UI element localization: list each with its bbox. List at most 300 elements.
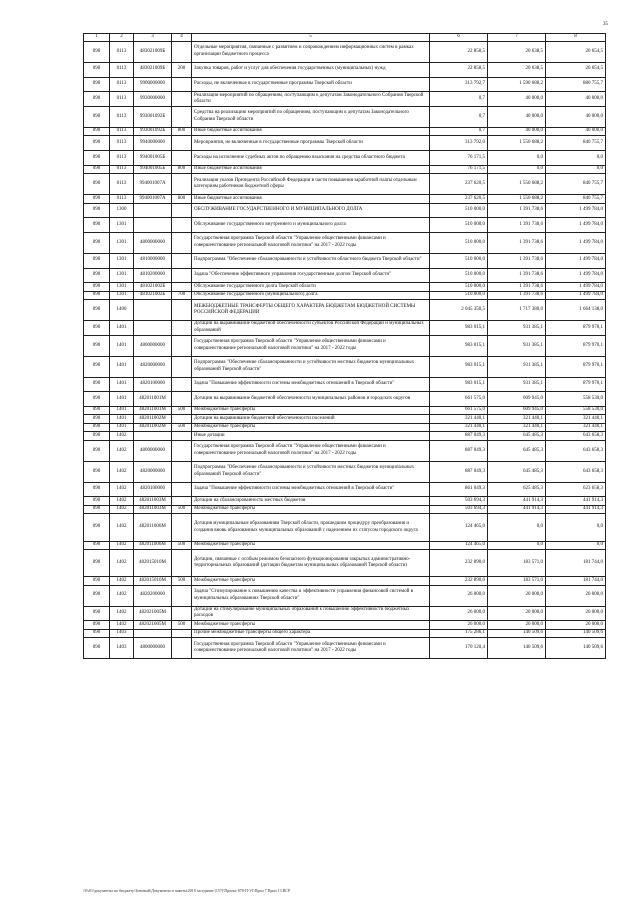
ved-code-cell: 090 bbox=[84, 440, 110, 461]
page-number: 35 bbox=[603, 22, 608, 27]
amount-year1-cell: 170 120,4 bbox=[430, 638, 488, 659]
amount-year3-cell: 879 970,1 bbox=[546, 335, 606, 356]
table-row bbox=[84, 92, 606, 107]
amount-year3-cell: 880 755,7 bbox=[546, 77, 606, 92]
amount-year2-cell: 40 000,0 bbox=[488, 92, 546, 107]
amount-year3-cell: 441 914,3 bbox=[546, 505, 606, 514]
expense-type-cell bbox=[172, 151, 192, 166]
amount-year2-cell: 1 391 738,6 bbox=[488, 218, 546, 233]
amount-year3-cell: 20 000,0 bbox=[546, 606, 606, 621]
amount-year3-cell: 643 658,3 bbox=[546, 432, 606, 441]
expense-type-cell bbox=[172, 377, 192, 392]
amount-year1-cell: 124 465,0 bbox=[430, 514, 488, 541]
target-article-cell bbox=[134, 300, 172, 321]
expense-type-cell bbox=[172, 606, 192, 621]
expense-type-cell bbox=[172, 203, 192, 218]
amount-year2-cell: 140 509,6 bbox=[488, 629, 546, 638]
item-name-cell: Подпрограмма "Обеспечение сбалансированности и устойчивости областного бюджета Тверской области" bbox=[192, 253, 430, 268]
amount-year2-cell: 1 717 380,0 bbox=[488, 300, 546, 321]
amount-year3-cell: 879 970,1 bbox=[546, 377, 606, 392]
amount-year3-cell: 558 530,0 bbox=[546, 392, 606, 407]
ved-code-cell: 090 bbox=[84, 151, 110, 166]
table-row bbox=[84, 127, 606, 136]
ved-code-cell: 090 bbox=[84, 218, 110, 233]
section-code-cell: 0113 bbox=[110, 42, 134, 63]
amount-year3-cell: 140 509,6 bbox=[546, 638, 606, 659]
target-article-cell: 994001007А bbox=[134, 195, 172, 204]
target-article-cell: 483021009Б bbox=[134, 42, 172, 63]
amount-year1-cell: 22 858,5 bbox=[430, 62, 488, 77]
item-name-cell: Прочие межбюджетные трансферты общего характера bbox=[192, 629, 430, 638]
amount-year3-cell: 840 755,7 bbox=[546, 136, 606, 151]
item-name-cell: ОБСЛУЖИВАНИЕ ГОСУДАРСТВЕННОГО И МУНИЦИПАЛЬНОГО ДОЛГА bbox=[192, 203, 430, 218]
section-code-cell: 1301 bbox=[110, 268, 134, 283]
section-code-cell: 1401 bbox=[110, 335, 134, 356]
expense-type-cell bbox=[172, 232, 192, 253]
amount-year1-cell: 22 858,5 bbox=[430, 42, 488, 63]
item-name-cell: Расходы на исполнение судебных актов по обращению взыскания на средства областного бюджета bbox=[192, 151, 430, 166]
expense-type-cell bbox=[172, 283, 192, 292]
ved-code-cell: 090 bbox=[84, 321, 110, 336]
ved-code-cell: 090 bbox=[84, 300, 110, 321]
target-article-cell: 4820100000 bbox=[134, 482, 172, 497]
expense-type-cell bbox=[172, 629, 192, 638]
table-row bbox=[84, 195, 606, 204]
amount-year3-cell: 1 499 784,0 bbox=[546, 253, 606, 268]
ved-code-cell: 090 bbox=[84, 621, 110, 630]
ved-code-cell: 090 bbox=[84, 638, 110, 659]
table-row bbox=[84, 406, 606, 415]
amount-year2-cell: 441 914,3 bbox=[488, 497, 546, 506]
section-code-cell: 1301 bbox=[110, 283, 134, 292]
section-code-cell: 1402 bbox=[110, 461, 134, 482]
expense-type-cell bbox=[172, 482, 192, 497]
amount-year2-cell: 40 000,0 bbox=[488, 127, 546, 136]
table-row bbox=[84, 621, 606, 630]
target-article-cell: 482015010М bbox=[134, 550, 172, 577]
target-article-cell: 482011003М bbox=[134, 497, 172, 506]
item-name-cell: Реализация указов Президента Российской Федерации в части повышения заработной платы отдельным категориям работников бюджетной сферы bbox=[192, 174, 430, 195]
ved-code-cell: 090 bbox=[84, 585, 110, 606]
amount-year1-cell: 76 171,5 bbox=[430, 165, 488, 174]
item-name-cell: Дотации на стимулирование муниципальных образований к повышению эффективности бюджетных расходов bbox=[192, 606, 430, 621]
amount-year3-cell: 1 499 784,0 bbox=[546, 291, 606, 300]
target-article-cell: 482011002М bbox=[134, 423, 172, 432]
ved-code-cell: 090 bbox=[84, 136, 110, 151]
ved-code-cell: 090 bbox=[84, 406, 110, 415]
amount-year1-cell: 983 015,1 bbox=[430, 356, 488, 377]
amount-year2-cell: 645 485,3 bbox=[488, 440, 546, 461]
amount-year1-cell: 510 000,0 bbox=[430, 291, 488, 300]
amount-year3-cell: 1 664 138,0 bbox=[546, 300, 606, 321]
amount-year2-cell: 140 509,6 bbox=[488, 638, 546, 659]
amount-year2-cell: 609 945,0 bbox=[488, 406, 546, 415]
column-number: 3 bbox=[134, 34, 172, 42]
expense-type-cell: 800 bbox=[172, 165, 192, 174]
ved-code-cell: 090 bbox=[84, 268, 110, 283]
amount-year1-cell: 887 049,3 bbox=[430, 432, 488, 441]
amount-year2-cell: 931 385,1 bbox=[488, 356, 546, 377]
amount-year2-cell: 20 000,0 bbox=[488, 606, 546, 621]
item-name-cell: Иные дотации bbox=[192, 432, 430, 441]
table-row bbox=[84, 253, 606, 268]
target-article-cell: 482011001М bbox=[134, 392, 172, 407]
amount-year1-cell: 26 000,0 bbox=[430, 621, 488, 630]
target-article-cell: 994001005Б bbox=[134, 165, 172, 174]
table-row bbox=[84, 440, 606, 461]
amount-year1-cell: 237 620,5 bbox=[430, 174, 488, 195]
item-name-cell: Средства на реализацию мероприятий по обращениям, поступающим к депутатам Законодательного Собрания Тверской области bbox=[192, 106, 430, 127]
expense-type-cell bbox=[172, 92, 192, 107]
item-name-cell: Задача "Повышение эффективности системы межбюджетных отношений в Тверской области" bbox=[192, 482, 430, 497]
ved-code-cell: 090 bbox=[84, 62, 110, 77]
expense-type-cell bbox=[172, 174, 192, 195]
amount-year3-cell: 20 654,5 bbox=[546, 62, 606, 77]
table-row bbox=[84, 432, 606, 441]
item-name-cell: Межбюджетные трансферты bbox=[192, 505, 430, 514]
target-article-cell: 481021002Б bbox=[134, 283, 172, 292]
item-name-cell: Дотации на выравнивание бюджетной обеспеченности субъектов Российской Федерации и муниципальных образований bbox=[192, 321, 430, 336]
ved-code-cell: 090 bbox=[84, 283, 110, 292]
target-article-cell bbox=[134, 203, 172, 218]
table-row bbox=[84, 165, 606, 174]
target-article-cell: 482015010М bbox=[134, 577, 172, 586]
item-name-cell: Межбюджетные трансферты bbox=[192, 577, 430, 586]
file-path-footer: \\Fs01\документы по бюджету\Зоновый\Документы и пакеты\2018 заседание (157)\Проект 878-П-VI\Прил 7 Прил 13.BCP bbox=[83, 888, 291, 893]
section-code-cell: 1401 bbox=[110, 321, 134, 336]
expense-type-cell: 200 bbox=[172, 62, 192, 77]
column-number: 5 bbox=[192, 34, 430, 42]
ved-code-cell: 090 bbox=[84, 356, 110, 377]
amount-year2-cell: 0,0 bbox=[488, 165, 546, 174]
table-row bbox=[84, 42, 606, 63]
table-row bbox=[84, 232, 606, 253]
table-row bbox=[84, 461, 606, 482]
table-row bbox=[84, 577, 606, 586]
item-name-cell: Закупка товаров, работ и услуг для обеспечения государственных (муниципальных) нужд bbox=[192, 62, 430, 77]
ved-code-cell: 090 bbox=[84, 514, 110, 541]
item-name-cell: Государственная программа Тверской области "Управление общественными финансами и совершенствование региональной налоговой политики" на 2017 - 2022 годы bbox=[192, 440, 430, 461]
expense-type-cell: 500 bbox=[172, 406, 192, 415]
ved-code-cell: 090 bbox=[84, 165, 110, 174]
amount-year1-cell: 661 575,0 bbox=[430, 392, 488, 407]
ved-code-cell: 090 bbox=[84, 541, 110, 550]
item-name-cell: Задача "Обеспечение эффективного управления государственным долгом Тверской области" bbox=[192, 268, 430, 283]
section-code-cell: 1301 bbox=[110, 218, 134, 233]
amount-year3-cell: 40 000,0 bbox=[546, 106, 606, 127]
target-article-cell: 4820200000 bbox=[134, 585, 172, 606]
target-article-cell: 4820100000 bbox=[134, 377, 172, 392]
section-code-cell: 1401 bbox=[110, 423, 134, 432]
amount-year3-cell: 20 000,0 bbox=[546, 585, 606, 606]
amount-year1-cell: 887 049,3 bbox=[430, 440, 488, 461]
expense-type-cell bbox=[172, 356, 192, 377]
amount-year2-cell: 1 391 738,6 bbox=[488, 268, 546, 283]
ved-code-cell: 090 bbox=[84, 423, 110, 432]
item-name-cell: Дотации на выравнивание бюджетной обеспеченности муниципальных районов и городских округов bbox=[192, 392, 430, 407]
ved-code-cell: 090 bbox=[84, 482, 110, 497]
amount-year2-cell: 625 485,3 bbox=[488, 482, 546, 497]
table-row bbox=[84, 321, 606, 336]
amount-year2-cell: 0,0 bbox=[488, 514, 546, 541]
amount-year3-cell: 0,0 bbox=[546, 165, 606, 174]
expense-type-cell bbox=[172, 497, 192, 506]
amount-year1-cell: 510 000,0 bbox=[430, 283, 488, 292]
section-code-cell: 1403 bbox=[110, 638, 134, 659]
target-article-cell: 9900000000 bbox=[134, 77, 172, 92]
column-number: 6 bbox=[430, 34, 488, 42]
table-row bbox=[84, 291, 606, 300]
section-code-cell: 1402 bbox=[110, 550, 134, 577]
amount-year3-cell: 840 755,7 bbox=[546, 174, 606, 195]
column-number: 4 bbox=[172, 34, 192, 42]
section-code-cell: 1402 bbox=[110, 585, 134, 606]
ved-code-cell: 090 bbox=[84, 77, 110, 92]
item-name-cell: Иные бюджетные ассигнования bbox=[192, 165, 430, 174]
amount-year3-cell: 321 440,1 bbox=[546, 415, 606, 424]
item-name-cell: Государственная программа Тверской области "Управление общественными финансами и совершенствование региональной налоговой политики" на 2017 - 2022 годы bbox=[192, 232, 430, 253]
amount-year1-cell: 321 440,1 bbox=[430, 415, 488, 424]
ved-code-cell: 090 bbox=[84, 461, 110, 482]
expense-type-cell: 800 bbox=[172, 195, 192, 204]
ved-code-cell: 090 bbox=[84, 232, 110, 253]
expense-type-cell bbox=[172, 585, 192, 606]
amount-year1-cell: 887 049,3 bbox=[430, 461, 488, 482]
table-row bbox=[84, 77, 606, 92]
column-number: 2 bbox=[110, 34, 134, 42]
expense-type-cell bbox=[172, 392, 192, 407]
amount-year3-cell: 1 499 784,0 bbox=[546, 268, 606, 283]
item-name-cell: Отдельные мероприятия, связанные с развитием и сопровождением информационных систем в рамках организации бюджетного процесса bbox=[192, 42, 430, 63]
amount-year2-cell: 20 000,0 bbox=[488, 621, 546, 630]
target-article-cell bbox=[134, 432, 172, 441]
budget-table bbox=[83, 33, 606, 659]
item-name-cell: Реализация мероприятий по обращениям, поступающим к депутатам Законодательного Собрания Тверской области bbox=[192, 92, 430, 107]
table-row bbox=[84, 283, 606, 292]
amount-year1-cell: 232 890,0 bbox=[430, 550, 488, 577]
ved-code-cell: 090 bbox=[84, 195, 110, 204]
amount-year2-cell: 1 550 688,2 bbox=[488, 174, 546, 195]
amount-year2-cell: 931 385,1 bbox=[488, 335, 546, 356]
expense-type-cell bbox=[172, 415, 192, 424]
item-name-cell: МЕЖБЮДЖЕТНЫЕ ТРАНСФЕРТЫ ОБЩЕГО ХАРАКТЕРА БЮДЖЕТАМ БЮДЖЕТНОЙ СИСТЕМЫ РОССИЙСКОЙ ФЕДЕРАЦИИ bbox=[192, 300, 430, 321]
expense-type-cell bbox=[172, 550, 192, 577]
section-code-cell: 1301 bbox=[110, 253, 134, 268]
amount-year3-cell: 181 744,0 bbox=[546, 550, 606, 577]
expense-type-cell bbox=[172, 514, 192, 541]
amount-year2-cell: 1 391 738,6 bbox=[488, 291, 546, 300]
ved-code-cell: 090 bbox=[84, 392, 110, 407]
section-code-cell: 1301 bbox=[110, 232, 134, 253]
section-code-cell: 1402 bbox=[110, 440, 134, 461]
table-row bbox=[84, 335, 606, 356]
item-name-cell: Подпрограмма "Обеспечение сбалансированности и устойчивости местных бюджетов муниципальных образований Тверской области" bbox=[192, 461, 430, 482]
target-article-cell: 994001007А bbox=[134, 174, 172, 195]
amount-year3-cell: 40 000,0 bbox=[546, 127, 606, 136]
amount-year1-cell: 313 792,0 bbox=[430, 136, 488, 151]
amount-year3-cell: 623 658,3 bbox=[546, 482, 606, 497]
target-article-cell bbox=[134, 321, 172, 336]
item-name-cell: Задача "Повышение эффективности системы межбюджетных отношений в Тверской области" bbox=[192, 377, 430, 392]
item-name-cell: Обслуживание государственного (муниципального) долга bbox=[192, 291, 430, 300]
amount-year3-cell: 643 658,3 bbox=[546, 461, 606, 482]
expense-type-cell bbox=[172, 268, 192, 283]
amount-year1-cell: 26 000,0 bbox=[430, 606, 488, 621]
section-code-cell: 1402 bbox=[110, 514, 134, 541]
amount-year1-cell: 175 286,1 bbox=[430, 629, 488, 638]
section-code-cell: 1401 bbox=[110, 356, 134, 377]
target-article-cell: 4800000000 bbox=[134, 232, 172, 253]
expense-type-cell bbox=[172, 77, 192, 92]
expense-type-cell bbox=[172, 300, 192, 321]
amount-year2-cell: 40 000,0 bbox=[488, 106, 546, 127]
amount-year3-cell: 1 499 784,0 bbox=[546, 232, 606, 253]
amount-year2-cell: 183 571,0 bbox=[488, 577, 546, 586]
amount-year2-cell: 20 000,0 bbox=[488, 585, 546, 606]
amount-year2-cell: 321 440,1 bbox=[488, 423, 546, 432]
amount-year2-cell: 1 550 688,2 bbox=[488, 136, 546, 151]
table-row bbox=[84, 629, 606, 638]
table-row bbox=[84, 514, 606, 541]
target-article-cell: 4800000000 bbox=[134, 638, 172, 659]
section-code-cell: 0113 bbox=[110, 127, 134, 136]
amount-year2-cell: 0,0 bbox=[488, 541, 546, 550]
amount-year1-cell: 983 015,1 bbox=[430, 335, 488, 356]
target-article-cell: 9930000000 bbox=[134, 92, 172, 107]
expense-type-cell: 700 bbox=[172, 291, 192, 300]
target-article-cell: 9940000000 bbox=[134, 136, 172, 151]
expense-type-cell bbox=[172, 321, 192, 336]
amount-year3-cell: 140 509,6 bbox=[546, 629, 606, 638]
table-row bbox=[84, 377, 606, 392]
item-name-cell: Межбюджетные трансферты bbox=[192, 541, 430, 550]
expense-type-cell bbox=[172, 218, 192, 233]
target-article-cell: 4800000000 bbox=[134, 335, 172, 356]
item-name-cell: Иные бюджетные ассигнования bbox=[192, 195, 430, 204]
table-row bbox=[84, 482, 606, 497]
column-number: 7 bbox=[488, 34, 546, 42]
amount-year2-cell: 931 385,1 bbox=[488, 321, 546, 336]
amount-year3-cell: 1 499 784,0 bbox=[546, 283, 606, 292]
section-code-cell: 0113 bbox=[110, 136, 134, 151]
amount-year2-cell: 931 385,1 bbox=[488, 377, 546, 392]
item-name-cell: Межбюджетные трансферты bbox=[192, 406, 430, 415]
item-name-cell: Межбюджетные трансферты bbox=[192, 621, 430, 630]
target-article-cell: 4810200000 bbox=[134, 268, 172, 283]
item-name-cell: Расходы, не включенные в государственные программы Тверской области bbox=[192, 77, 430, 92]
amount-year1-cell: 237 620,5 bbox=[430, 195, 488, 204]
ved-code-cell: 090 bbox=[84, 377, 110, 392]
ved-code-cell: 090 bbox=[84, 42, 110, 63]
target-article-cell: 482021005М bbox=[134, 621, 172, 630]
expense-type-cell bbox=[172, 461, 192, 482]
table-row bbox=[84, 392, 606, 407]
table-row bbox=[84, 585, 606, 606]
table-row bbox=[84, 497, 606, 506]
table-row bbox=[84, 218, 606, 233]
amount-year1-cell: 321 440,1 bbox=[430, 423, 488, 432]
amount-year2-cell: 321 440,1 bbox=[488, 415, 546, 424]
amount-year2-cell: 609 945,0 bbox=[488, 392, 546, 407]
table-row bbox=[84, 268, 606, 283]
table-row bbox=[84, 541, 606, 550]
amount-year3-cell: 879 970,1 bbox=[546, 321, 606, 336]
target-article-cell: 482011006М bbox=[134, 541, 172, 550]
item-name-cell: Государственная программа Тверской области "Управление общественными финансами и совершенствование региональной налоговой политики" на 2017 - 2022 годы bbox=[192, 335, 430, 356]
ved-code-cell: 090 bbox=[84, 174, 110, 195]
target-article-cell: 482011001М bbox=[134, 406, 172, 415]
item-name-cell: Задача "Стимулирование к повышению качества и эффективности управления финансовой системой в муниципальных образованиях Тверской области" bbox=[192, 585, 430, 606]
amount-year2-cell: 1 391 738,6 bbox=[488, 232, 546, 253]
ved-code-cell: 090 bbox=[84, 505, 110, 514]
table-row bbox=[84, 356, 606, 377]
section-code-cell: 1301 bbox=[110, 291, 134, 300]
section-code-cell: 1402 bbox=[110, 606, 134, 621]
target-article-cell bbox=[134, 218, 172, 233]
amount-year3-cell: 1 499 784,0 bbox=[546, 203, 606, 218]
amount-year3-cell: 321 440,1 bbox=[546, 423, 606, 432]
target-article-cell: 4800000000 bbox=[134, 440, 172, 461]
amount-year2-cell: 441 914,3 bbox=[488, 505, 546, 514]
expense-type-cell: 500 bbox=[172, 423, 192, 432]
amount-year1-cell: 510 000,0 bbox=[430, 203, 488, 218]
ved-code-cell: 090 bbox=[84, 550, 110, 577]
ved-code-cell: 090 bbox=[84, 629, 110, 638]
section-code-cell: 1401 bbox=[110, 406, 134, 415]
section-code-cell: 0113 bbox=[110, 92, 134, 107]
amount-year3-cell: 0,0 bbox=[546, 541, 606, 550]
section-code-cell: 0113 bbox=[110, 174, 134, 195]
item-name-cell: Дотация муниципальным образованиям Тверской области, прошедшим процедуру преобразования и создания вновь образованных муниципальных образований с наделением их статусом городского округа bbox=[192, 514, 430, 541]
item-name-cell: Межбюджетные трансферты bbox=[192, 423, 430, 432]
amount-year2-cell: 183 571,0 bbox=[488, 550, 546, 577]
section-code-cell: 1402 bbox=[110, 577, 134, 586]
section-code-cell: 1400 bbox=[110, 300, 134, 321]
amount-year1-cell: 124 465,0 bbox=[430, 541, 488, 550]
section-code-cell: 1402 bbox=[110, 505, 134, 514]
section-code-cell: 1402 bbox=[110, 497, 134, 506]
column-number: 1 bbox=[84, 34, 110, 42]
table-row bbox=[84, 300, 606, 321]
item-name-cell: Государственная программа Тверской области "Управление общественными финансами и совершенствование региональной налоговой политики" на 2017 - 2022 годы bbox=[192, 638, 430, 659]
target-article-cell: 482011006М bbox=[134, 514, 172, 541]
amount-year3-cell: 0,0 bbox=[546, 514, 606, 541]
amount-year1-cell: 232 890,0 bbox=[430, 577, 488, 586]
ved-code-cell: 090 bbox=[84, 432, 110, 441]
amount-year1-cell: 510 000,0 bbox=[430, 253, 488, 268]
expense-type-cell bbox=[172, 42, 192, 63]
amount-year1-cell: 0,7 bbox=[430, 92, 488, 107]
expense-type-cell bbox=[172, 253, 192, 268]
section-code-cell: 1402 bbox=[110, 482, 134, 497]
section-code-cell: 1402 bbox=[110, 432, 134, 441]
amount-year1-cell: 861 049,3 bbox=[430, 482, 488, 497]
target-article-cell: 994001005Б bbox=[134, 151, 172, 166]
section-code-cell: 0113 bbox=[110, 195, 134, 204]
ved-code-cell: 090 bbox=[84, 415, 110, 424]
amount-year3-cell: 840 755,7 bbox=[546, 195, 606, 204]
target-article-cell: 993001092Б bbox=[134, 106, 172, 127]
expense-type-cell bbox=[172, 335, 192, 356]
item-name-cell: Мероприятия, не включенные в государственные программы Тверской области bbox=[192, 136, 430, 151]
ved-code-cell: 090 bbox=[84, 92, 110, 107]
target-article-cell: 481021002Б bbox=[134, 291, 172, 300]
section-code-cell: 1403 bbox=[110, 629, 134, 638]
item-name-cell: Обслуживание государственного внутреннего и муниципального долга bbox=[192, 218, 430, 233]
table-row bbox=[84, 638, 606, 659]
item-name-cell: Дотации на выравнивание бюджетной обеспеченности поселений bbox=[192, 415, 430, 424]
amount-year3-cell: 181 744,0 bbox=[546, 577, 606, 586]
